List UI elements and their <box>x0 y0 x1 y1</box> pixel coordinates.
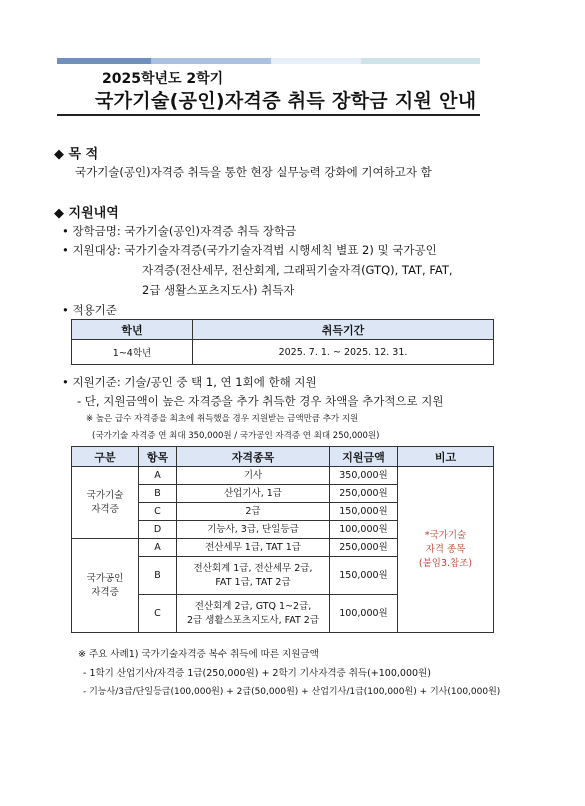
group-national-certified: 국가공인 자격증 <box>72 539 139 633</box>
table-row-item: D <box>139 521 177 539</box>
table-row-item: A <box>139 467 177 485</box>
table-row-amount: 100,000원 <box>330 521 398 539</box>
table-row-cert: 전산회계 1급, 전산세무 2급, FAT 1급, TAT 2급 <box>177 557 330 595</box>
table-row-item: C <box>139 503 177 521</box>
table-row-cert: 기사 <box>177 467 330 485</box>
table-row-amount: 150,000원 <box>330 503 398 521</box>
amount-table <box>71 446 494 633</box>
strip-segment-1 <box>57 58 151 64</box>
period-table <box>71 319 494 365</box>
table-row-cert: 전산회계 2급, GTQ 1~2급, 2급 생활스포츠지도사, FAT 2급 <box>177 595 330 633</box>
criteria-label: • 적용기준 <box>62 303 117 317</box>
table-row-cert: 2급 <box>177 503 330 521</box>
header-color-strip <box>57 58 480 64</box>
rule-note-2: (국가기술 자격증 연 최대 350,000원 / 국가공인 자격증 연 최대 250,000원) <box>92 431 380 441</box>
title-divider <box>57 114 480 116</box>
example-line-1: - 1학기 산업기사/자격증 1급(250,000원) + 2학기 기사자격증 취득(+100,000원) <box>83 668 431 679</box>
strip-segment-4 <box>361 58 480 64</box>
table-row-item: B <box>139 557 177 595</box>
target-line-3: 2급 생활스포츠지도사) 취득자 <box>142 283 295 297</box>
amount-header-cert: 자격종목 <box>177 447 330 467</box>
period-grade: 1~4학년 <box>72 340 193 365</box>
table-row-cert: 기능사, 3급, 단일등급 <box>177 521 330 539</box>
rule-note-1: ※ 높은 급수 자격증을 최초에 취득했을 경우 지원받는 금액만큼 추가 지원 <box>86 414 359 424</box>
example-line-2: - 기능사/3급/단일등급(100,000원) + 2급(50,000원) + 산업기사/1급(100,000원) + 기사(100,000원) <box>83 687 501 697</box>
amount-header-amount: 지원금액 <box>330 447 398 467</box>
period-header-period: 취득기간 <box>193 320 494 340</box>
rule-line-2: - 단, 지원금액이 높은 자격증을 추가 취득한 경우 차액을 추가적으로 지원 <box>77 394 444 408</box>
table-row-item: C <box>139 595 177 633</box>
target-line-1: • 지원대상: 국가기술자격증(국가기술자격법 시행세칙 별표 2) 및 국가공인 <box>62 243 437 257</box>
semester-subtitle: 2025학년도 2학기 <box>102 71 224 87</box>
example-heading: ※ 주요 사례1) 국가기술자격증 복수 취득에 따른 지원금액 <box>78 649 319 660</box>
rule-line-1: • 지원기준: 기술/공인 중 택 1, 연 1회에 한해 지원 <box>62 375 317 389</box>
strip-segment-3 <box>271 58 361 64</box>
remark-cell: *국가기술 자격 종목 (붙임3.참조) <box>398 467 494 633</box>
table-row-amount: 350,000원 <box>330 467 398 485</box>
period-header-grade: 학년 <box>72 320 193 340</box>
support-heading: ◆ 지원내역 <box>54 206 119 221</box>
table-row-amount: 100,000원 <box>330 595 398 633</box>
strip-segment-2 <box>151 58 271 64</box>
table-row-amount: 250,000원 <box>330 539 398 557</box>
table-row-cert: 산업기사, 1급 <box>177 485 330 503</box>
scholarship-name: • 장학금명: 국가기술(공인)자격증 취득 장학금 <box>62 224 297 238</box>
purpose-heading: ◆ 목 적 <box>54 147 99 162</box>
amount-header-item: 항목 <box>139 447 177 467</box>
period-range: 2025. 7. 1. ~ 2025. 12. 31. <box>193 340 494 365</box>
target-line-2: 자격증(전산세무, 전산회계, 그래픽기술자격(GTQ), TAT, FAT, <box>142 263 453 277</box>
amount-header-remark: 비고 <box>398 447 494 467</box>
table-row-item: A <box>139 539 177 557</box>
purpose-text: 국가기술(공인)자격증 취득을 통한 현장 실무능력 강화에 기여하고자 함 <box>75 165 432 179</box>
group-national-tech: 국가기술 자격증 <box>72 467 139 539</box>
table-row-amount: 250,000원 <box>330 485 398 503</box>
amount-header-category: 구분 <box>72 447 139 467</box>
table-row-cert: 전산세무 1급, TAT 1급 <box>177 539 330 557</box>
table-row-item: B <box>139 485 177 503</box>
table-row-amount: 150,000원 <box>330 557 398 595</box>
page-title: 국가기술(공인)자격증 취득 장학금 지원 안내 <box>95 90 477 112</box>
